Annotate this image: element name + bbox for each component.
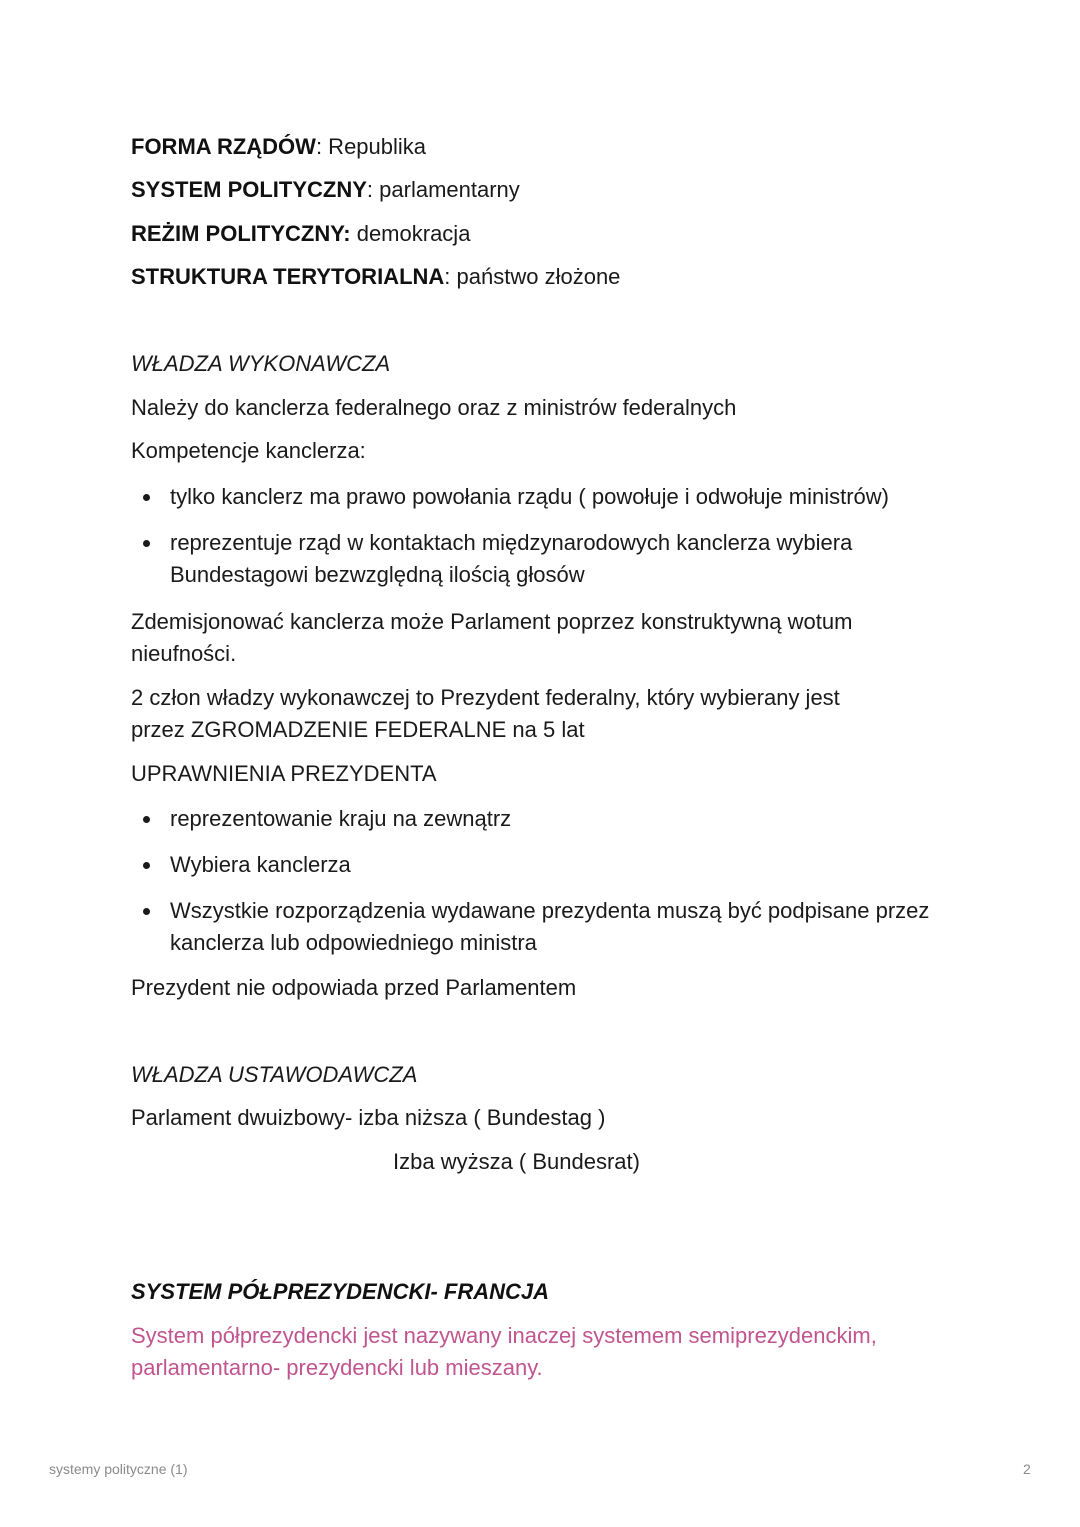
attribute-label: SYSTEM POLITYCZNY: [131, 177, 367, 202]
attribute-value: parlamentarny: [373, 177, 520, 202]
section-heading-semi-presidential: SYSTEM PÓŁPREZYDENCKI- FRANCJA: [131, 1279, 550, 1304]
competences-label: Kompetencje kanclerza:: [131, 438, 366, 463]
footer-page-number: 2: [1023, 1461, 1031, 1477]
dismissal-text-line2: nieufności.: [131, 641, 237, 666]
footer-doc-title: systemy polityczne (1): [49, 1461, 188, 1477]
semi-presidential-line1: System półprezydencki jest nazywany inaczej systemem semiprezydenckim,: [131, 1323, 877, 1348]
legislative-line1: Parlament dwuizbowy- izba niższa ( Bundestag ): [131, 1105, 606, 1130]
attribute-separator: :: [366, 177, 374, 202]
bullet-icon: [143, 908, 150, 915]
attribute-value: państwo złożone: [450, 264, 621, 289]
attribute-forma-rzadow: [131, 131, 426, 163]
legislative-line2: Izba wyższa ( Bundesrat): [393, 1149, 640, 1174]
attribute-separator: :: [444, 264, 451, 289]
attribute-struktura-terytorialna: [131, 261, 620, 293]
bullet-icon: [143, 816, 150, 823]
attribute-value: demokracja: [350, 221, 471, 246]
attribute-label: FORMA RZĄDÓW: [131, 134, 316, 159]
attribute-separator: :: [315, 134, 323, 159]
attribute-system-polityczny: [131, 174, 520, 206]
section-heading-legislative: WŁADZA USTAWODAWCZA: [131, 1062, 418, 1087]
section-heading-executive: WŁADZA WYKONAWCZA: [131, 351, 391, 376]
semi-presidential-line2: parlamentarno- prezydencki lub mieszany.: [131, 1355, 543, 1380]
president-responsibility: Prezydent nie odpowiada przed Parlamentem: [131, 975, 577, 1000]
president-text-line2: przez ZGROMADZENIE FEDERALNE na 5 lat: [131, 717, 585, 742]
attribute-label: REŻIM POLITYCZNY:: [131, 221, 351, 246]
bullet-icon: [143, 540, 150, 547]
president-text-line1: 2 człon władzy wykonawczej to Prezydent federalny, który wybierany jest: [131, 685, 840, 710]
executive-intro: Należy do kanclerza federalnego oraz z ministrów federalnych: [131, 395, 737, 420]
document-page: FORMA RZĄDÓW: Republika SYSTEM POLITYCZNY: parlamentarny REŻIM POLITYCZNY: demokracja STRUKTURA TERYTORIALNA: państwo złożone WŁADZA WYKONAWCZA Należy do kanclerza federalnego oraz z ministrów federalnych Kompetencje kanclerza: tylko kanclerz ma prawo powołania rządu ( powołuje i odwołuje ministrów) reprezentuje rząd w kontaktach międzynarodowych kanclerza wybiera Bundestagowi bezwzględną ilością głosów Zdemisjonować kanclerza może Parlament poprzez konstruktywną wotum nieufności. 2 człon władzy wykonawczej to Prezydent federalny, który wybierany jest przez ZGROMADZENIE FEDERALNE na 5 lat UPRAWNIENIA PREZYDENTA reprezentowanie kraju na zewnątrz Wybiera kanclerza Wszystkie rozporządzenia wydawane prezydenta muszą być podpisane przez kanclerza lub odpowiedniego ministra Prezydent nie odpowiada przed Parlamentem WŁADZA USTAWODAWCZA Parlament dwuizbowy- izba niższa ( Bundestag ) Izba wyższa ( Bundesrat) SYSTEM PÓŁPREZYDENCKI- FRANCJA System półprezydencki jest nazywany inaczej systemem semiprezydenckim, parlamentarno- prezydencki lub mieszany. systemy polityczne (1) 2: [0, 0, 1080, 1527]
president-powers-label: UPRAWNIENIA PREZYDENTA: [131, 761, 437, 786]
bullet-icon: [143, 862, 150, 869]
attribute-rezim-polityczny: [131, 218, 470, 250]
dismissal-text-line1: Zdemisjonować kanclerza może Parlament poprzez konstruktywną wotum: [131, 609, 853, 634]
attribute-value: Republika: [322, 134, 427, 159]
bullet-icon: [143, 494, 150, 501]
attribute-label: STRUKTURA TERYTORIALNA: [131, 264, 445, 289]
